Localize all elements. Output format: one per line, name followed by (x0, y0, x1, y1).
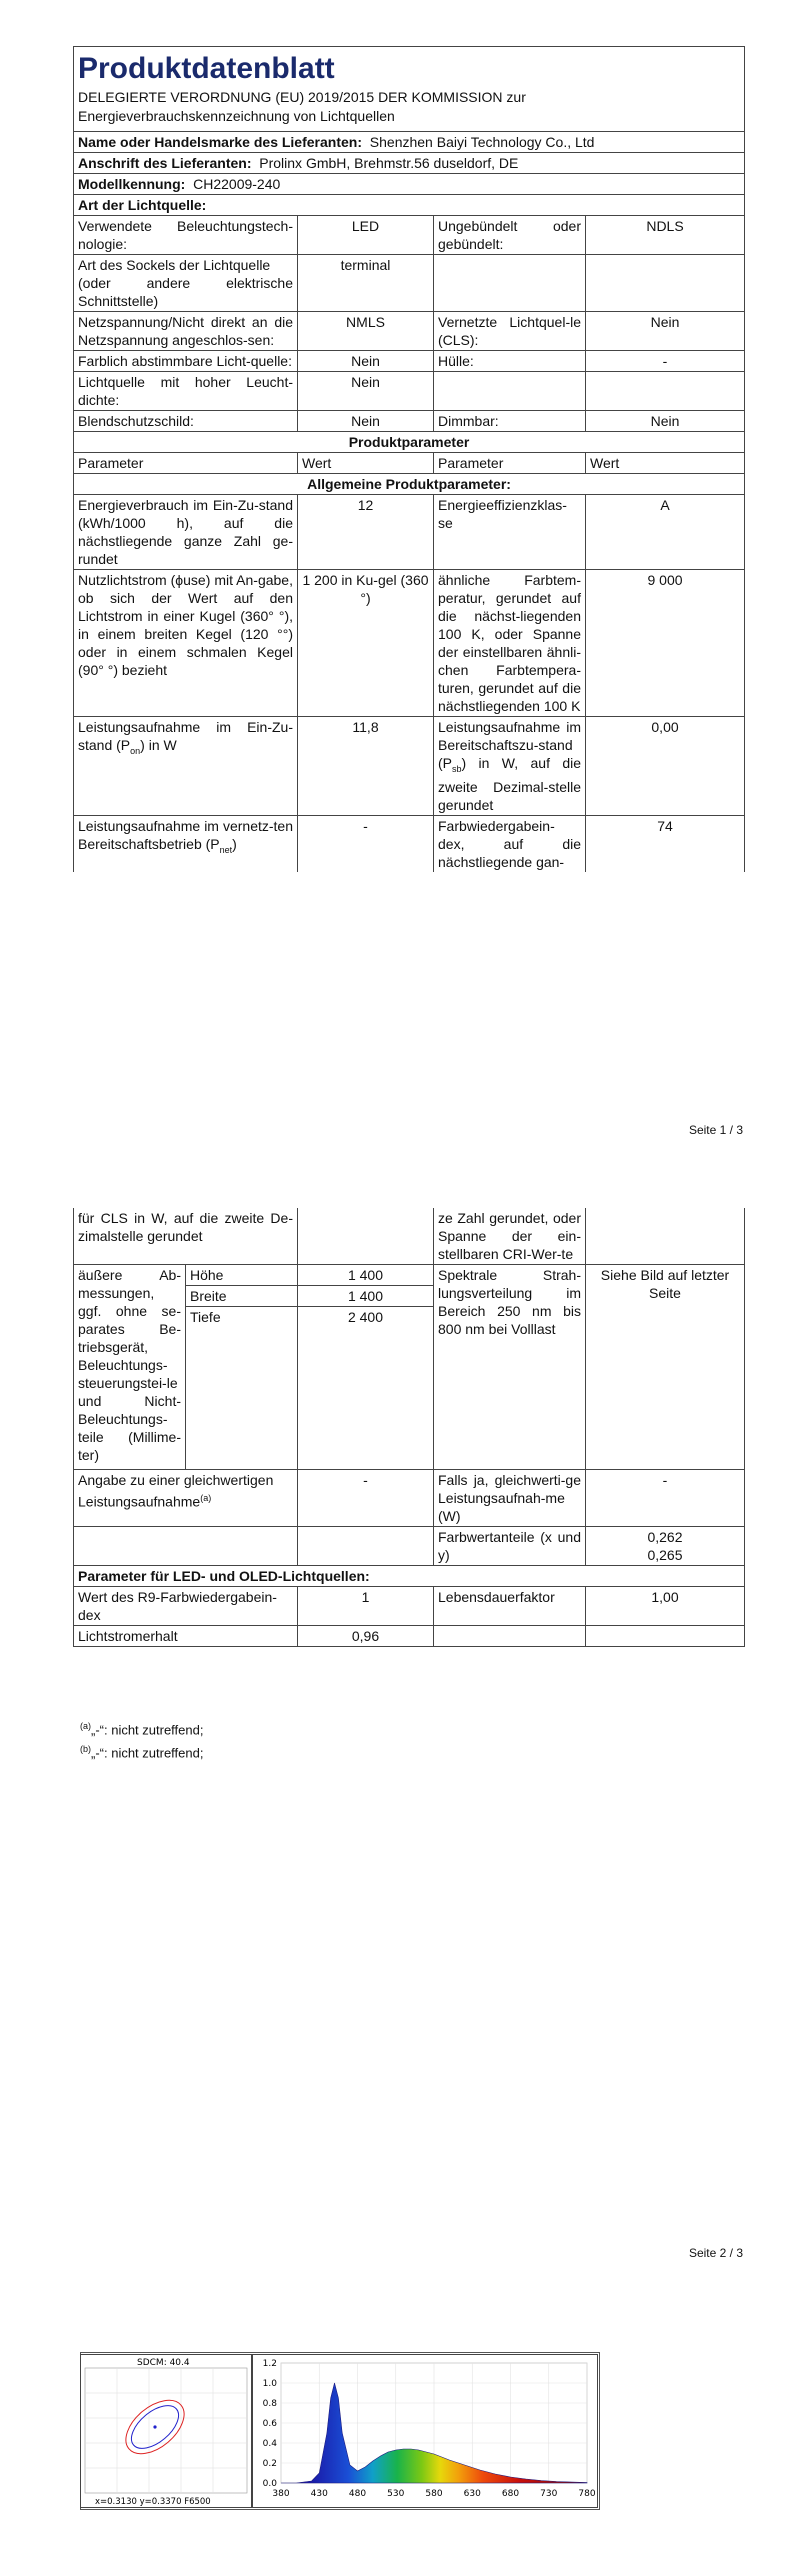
cie-grid (85, 2368, 247, 2493)
table-row (74, 351, 745, 372)
cell-label: ) in W (140, 737, 177, 753)
table-row (74, 570, 745, 717)
y-tick-label: 0.4 (262, 2439, 277, 2449)
x-tick-label: 430 (310, 2489, 328, 2499)
subscript: net (219, 844, 233, 855)
y-tick-label: 0.2 (262, 2459, 277, 2469)
x-tick-label: 380 (272, 2489, 290, 2499)
cell-value: NMLS (298, 312, 434, 351)
footnote-mark: (a) (80, 1721, 91, 1731)
column-header: Parameter (74, 453, 298, 474)
table-row (74, 1208, 745, 1265)
x-tick-label: 730 (540, 2489, 558, 2499)
page-number-2: Seite 2 / 3 (688, 2246, 743, 2260)
cell-value: Nein (586, 312, 745, 351)
cell-value: - (586, 351, 745, 372)
x-tick-label: 530 (387, 2489, 405, 2499)
dimension-value: 2 400 (298, 1307, 434, 1470)
spectrum-chart-svg (253, 2355, 597, 2507)
cell-value: - (298, 815, 434, 872)
cell-label: Blendschutzschild: (74, 411, 298, 432)
y-tick-label: 0.0 (262, 2479, 277, 2489)
dimension-label: Höhe (186, 1265, 298, 1286)
cell-label: Lichtquelle mit hoher Leucht-dichte: (74, 372, 298, 411)
spectrum-y-ticks (263, 2359, 278, 2489)
superscript: (a) (200, 1493, 212, 1503)
table-row (74, 1587, 745, 1626)
x-tick-label: 480 (348, 2489, 367, 2499)
y-tick-label: 1.2 (262, 2359, 277, 2369)
address-label: Anschrift des Lieferanten: (78, 155, 252, 171)
cie-title: SDCM: 40.4 (137, 2358, 190, 2368)
footnote-a (80, 1721, 203, 1737)
cell-label: ähnliche Farbtem-peratur, gerundet auf die nächst-liegenden 100 K, oder Spanne der einstellbaren ähnli-chen Farbtempera-turen, gerundet auf die nächstliegenden 100 K (434, 570, 586, 717)
table-row (74, 717, 745, 816)
dimension-value: 1 400 (298, 1286, 434, 1307)
cell-value: Nein (298, 411, 434, 432)
cell-label: Dimmbar: (434, 411, 586, 432)
chromaticity-point (153, 2425, 156, 2428)
cell-value: - (298, 1470, 434, 1527)
subscript: sb (452, 763, 462, 774)
x-tick-label: 580 (425, 2489, 443, 2499)
cell-value: 74 (586, 815, 745, 872)
cell-label: Falls ja, gleichwerti-ge Leistungsaufnah-me (W) (434, 1470, 586, 1527)
cell-value: 0,265 (647, 1547, 683, 1563)
dimension-label: Breite (186, 1286, 298, 1307)
product-datasheet-table-2 (73, 1208, 745, 1647)
cell-label: Leistungsaufnahme im Ein-Zu-stand (P (78, 719, 293, 753)
cell-label: Netzspannung/Nicht direkt an die Netzspannung angeschlos-sen: (74, 312, 298, 351)
model-value: CH22009-240 (193, 176, 281, 192)
general-params-heading: Allgemeine Produktparameter: (74, 474, 745, 495)
cie-diagram-svg (81, 2355, 251, 2507)
cell-label: Nutzlichtstrom (ϕuse) mit An-gabe, ob sich der Wert auf den Lichtstrom in einer Kugel (360° °), in einem breiten Kegel (120 °°) oder in einem schmalen Kegel (90° °) bezieht (74, 570, 298, 717)
cell-label: Energieeffizienzklas-se (434, 495, 586, 570)
cell-label: Hülle: (434, 351, 586, 372)
cell-value: 0,262 (647, 1529, 683, 1545)
cie-plot-area (85, 2368, 247, 2493)
page-number-1: Seite 1 / 3 (688, 1123, 743, 1137)
footnote-mark: (b) (80, 1744, 91, 1754)
y-tick-label: 0.8 (262, 2399, 277, 2409)
column-header: Wert (298, 453, 434, 474)
cell-label: Art des Sockels der Lichtquelle (78, 257, 271, 273)
table-row (74, 312, 745, 351)
cell-label: äußere Ab-messungen, ggf. ohne se-parates Be-triebsgerät, Beleuchtungs-steuerungstei-le und Nicht-Beleuchtungs-teile (Millime-ter) (74, 1265, 186, 1470)
cell-value: NDLS (586, 216, 745, 255)
footnote-text: „-“: nicht zutreffend; (91, 1722, 204, 1738)
supplier-label: Name oder Handelsmarke des Lieferanten: (78, 134, 362, 150)
cell-label: ) in W, auf die zweite Dezimal-stelle gerundet (438, 755, 581, 813)
subscript: on (130, 745, 141, 756)
cell-value: 1 (298, 1587, 434, 1626)
cell-value: LED (298, 216, 434, 255)
cell-label: Lebensdauerfaktor (434, 1587, 586, 1626)
page-title: Produktdatenblatt (78, 52, 335, 85)
y-tick-label: 0.6 (262, 2419, 277, 2429)
page-1 (73, 46, 744, 872)
dimension-label: Tiefe (186, 1307, 298, 1470)
spectrum-x-ticks (272, 2489, 595, 2499)
dimension-value: 1 400 (298, 1265, 434, 1286)
cell-value: terminal (298, 255, 434, 312)
table-row (74, 255, 745, 312)
x-tick-label: 630 (463, 2489, 481, 2499)
cell-label: Leistungsaufnahme im Bereitschaftszu-stand (P (438, 719, 581, 771)
x-tick-label: 780 (578, 2489, 596, 2499)
y-tick-label: 1.0 (262, 2379, 277, 2389)
cell-value: - (586, 1470, 745, 1527)
cell-value: 0,96 (298, 1626, 434, 1647)
cell-value: Nein (298, 372, 434, 411)
cell-label: ) (232, 835, 237, 852)
spectrum-chart (252, 2354, 598, 2508)
footnote-text: „-“: nicht zutreffend; (91, 1745, 204, 1761)
cell-value: Nein (298, 351, 434, 372)
table-row (74, 1265, 745, 1286)
table-row (74, 411, 745, 432)
table-row (74, 495, 745, 570)
cell-label: Farbwertanteile (x und y) (434, 1527, 586, 1566)
table-row (74, 1626, 745, 1647)
supplier-value: Shenzhen Baiyi Technology Co., Ltd (369, 134, 595, 150)
model-label: Modellkennung: (78, 176, 186, 192)
column-header: Parameter (434, 453, 586, 474)
cie-caption: x=0.3130 y=0.3370 F6500 (95, 2497, 211, 2507)
table-row (74, 1470, 745, 1527)
regulation-subtitle: DELEGIERTE VERORDNUNG (EU) 2019/2015 DER KOMMISSION zur Energieverbrauchskennzeichnung von Lichtquellen (78, 89, 526, 124)
product-datasheet-table-1 (73, 46, 745, 872)
cell-value: Siehe Bild auf letzter Seite (586, 1265, 745, 1470)
cell-value: 11,8 (298, 717, 434, 816)
cie-diagram (80, 2354, 252, 2508)
table-header-row (74, 453, 745, 474)
table-row (74, 216, 745, 255)
cell-label: Ungebündelt oder gebündelt: (434, 216, 586, 255)
cell-value: 12 (298, 495, 434, 570)
address-value: Prolinx GmbH, Brehmstr.56 duseldorf, DE (259, 155, 519, 171)
cell-label: ze Zahl gerundet, oder Spanne der ein-stellbaren CRI-Wer-te (434, 1208, 586, 1265)
table-row (74, 372, 745, 411)
cell-label: Vernetzte Lichtquel-le (CLS): (434, 312, 586, 351)
cell-label: Farbwiedergabein-dex, auf die nächstliegende gan- (434, 815, 586, 872)
table-row (74, 1527, 745, 1566)
x-tick-label: 680 (501, 2489, 520, 2499)
cell-label: Energieverbrauch im Ein-Zu-stand (kWh/1000 h), auf die nächstliegende ganze Zahl ge-rundet (74, 495, 298, 570)
cell-label: für CLS in W, auf die zweite De-zimalstelle gerundet (74, 1208, 298, 1265)
light-source-type-label: Art der Lichtquelle: (74, 195, 745, 216)
footnote-b (80, 1744, 203, 1760)
cell-label: Wert des R9-Farbwiedergabein-dex (74, 1587, 298, 1626)
column-header: Wert (586, 453, 745, 474)
cell-label: Angabe zu einer gleichwertigen Leistungsaufnahme (78, 1472, 274, 1510)
cell-value: 1 200 in Ku-gel (360 °) (298, 570, 434, 717)
cell-label: Lichtstromerhalt (74, 1626, 298, 1647)
cell-value: Nein (586, 411, 745, 432)
product-params-heading: Produktparameter (74, 432, 745, 453)
cell-value: 9 000 (586, 570, 745, 717)
cell-label: Verwendete Beleuchtungstech-nologie: (74, 216, 298, 255)
cell-label: Farblich abstimmbare Licht-quelle: (74, 351, 298, 372)
page-2 (73, 1208, 744, 1647)
cell-value: A (586, 495, 745, 570)
cell-label: Leistungsaufnahme im vernetz-ten Bereitschaftsbetrieb (P (78, 817, 293, 852)
cell-label: Spektrale Strah-lungsverteilung im Bereich 250 nm bis 800 nm bei Volllast (434, 1265, 586, 1470)
led-params-heading: Parameter für LED- und OLED-Lichtquellen: (74, 1566, 745, 1587)
cell-value: 1,00 (586, 1587, 745, 1626)
cell-value: 0,00 (586, 717, 745, 816)
table-row (74, 815, 745, 872)
cell-label: (oder andere elektrische Schnittstelle) (78, 275, 293, 309)
